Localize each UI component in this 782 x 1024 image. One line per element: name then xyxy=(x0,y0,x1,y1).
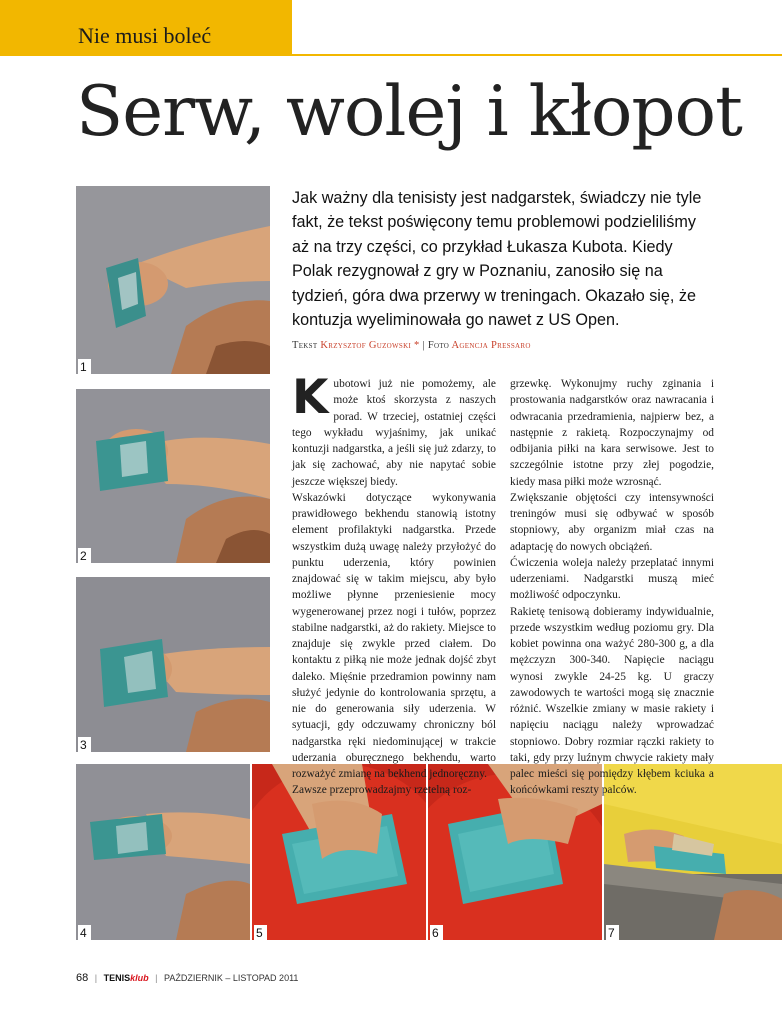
photo-number: 6 xyxy=(430,925,443,940)
body-paragraph: Ćwiczenia woleja należy przeplatać innymi uderzeniami. Nadgarstki muszą mieć możliwość odpoczynku. xyxy=(510,556,714,602)
photo-4 xyxy=(76,764,250,940)
issue-date: PAŹDZIERNIK – LISTOPAD 2011 xyxy=(164,973,299,983)
section-label: Nie musi boleć xyxy=(78,23,212,48)
photo-3 xyxy=(76,577,270,752)
footer-separator: | xyxy=(155,973,158,983)
photo-number: 2 xyxy=(78,548,91,563)
photo-1 xyxy=(76,186,270,374)
body-paragraph: grzewkę. Wykonujmy ruchy zginania i prostowania nadgarstków oraz nawracania i odwracania przedramienia, najpierw bez, a następnie z rakietą. Rozpoczynajmy od odbijania piłki na kara serwisowe. Jest to szczególnie istotne przy złej pogodzie, kiedy masa piłki może wzrosnąć. xyxy=(510,378,714,488)
body-paragraph: Wskazówki dotyczące wykonywania prawidłowego bekhendu stanowią istotny element profilaktyki nadgarstka. Przede wszystkim dużą uwagę należy przyłożyć do punktu uderzenia, który powinien znajdować się w takim miejscu, aby było możliwe płynne przeniesienie mocy wygenerowanej przez nogi i tułów, poprzez stabilne nadgarstki, aż do rakiety. Miejsce to znajduje się zwykle przed ciałem. Do kontaktu z piłką nie może jednak dojść zbyt daleko. Mięśnie przedramion powinny nam służyć jedynie do kontrolowania sprzętu, a nie do generowania siły uderzenia. W sytuacji, gdy odczuwamy chroniczny ból nadgarstka ręki niedominującej w trakcie uderzania oburęcznego bekhendu, warto rozważyć zmianę na bekhend jednoręczny. xyxy=(292,491,496,780)
body-paragraph: Zwiększanie objętości czy intensywności treningów musi się odbywać w sposób stopniowy, aby organizm miał czas na adaptację do nowych obciążeń. xyxy=(510,491,714,553)
text-label: Tekst xyxy=(292,340,318,351)
section-bar xyxy=(0,0,292,56)
byline-separator: | xyxy=(422,340,425,351)
byline xyxy=(292,340,531,351)
photo-number: 4 xyxy=(78,925,91,940)
section-rule xyxy=(292,54,782,56)
body-paragraph xyxy=(292,370,496,490)
footer-separator: | xyxy=(94,973,98,983)
logo-part: klub xyxy=(130,973,149,983)
photo-number: 3 xyxy=(78,737,91,752)
author-name: Krzysztof Guzowski * xyxy=(320,340,420,351)
page-number: 68 xyxy=(76,972,89,984)
photo-number: 5 xyxy=(254,925,267,940)
photo-label: Foto xyxy=(427,340,450,351)
photo-number: 1 xyxy=(78,359,91,374)
logo-part: TENIS xyxy=(103,973,131,983)
paragraph-text: ubotowi już nie pomożemy, ale może ktoś skorzysta z naszych porad. W trzeciej, ostatniej części tego wykładu wyjaśnimy, jak unikać kontuzji nadgarstka, a jeśli się już zdarzy, to jak się zachować, aby nie napytać sobie jeszcze większej biedy. xyxy=(292,378,496,488)
headline: Serw, wolej i kłopot xyxy=(76,72,742,152)
body-paragraph: Zawsze przeprowadzajmy rzetelną roz- xyxy=(292,784,472,797)
photo-agency: Agencja Pressaro xyxy=(451,340,531,351)
body-column-1 xyxy=(292,370,496,799)
drop-cap: K xyxy=(292,370,329,425)
photo-2 xyxy=(76,389,270,563)
magazine-logo xyxy=(104,973,149,983)
photo-number: 7 xyxy=(606,925,619,940)
body-column-2 xyxy=(510,376,714,799)
body-paragraph: Rakietę tenisową dobieramy indywidualnie, przede wszystkim według poziomu gry. Dla kobiet powinna ona ważyć 280-300 g, a dla mężczyzn 300-340. Napięcie naciągu wynosi zwykle 24-25 kg. U graczy zawodowych te wartości mogą się znacznie różnić. Wszelkie zmiany w masie rakiety i napięciu naciągu należy wprowadzać stopniowo. Dobry rozmiar rączki rakiety to taki, gdy przy luźnym chwycie rakiety mały palec mieści się pomiędzy kłębem kciuka a końcówkami reszty palców. xyxy=(510,605,714,797)
lead-paragraph: Jak ważny dla tenisisty jest nadgarstek, świadczy nie tyle fakt, że tekst poświęcony temu problemowi podzieliliśmy aż na trzy części, co przykład Łukasza Kubota. Kiedy Polak rezygnował z gry w Poznaniu, zanosiło się na tydzień, góra dwa przerwy w treningach. Okazało się, że kontuzja wyeliminowała go nawet z US Open. xyxy=(292,189,702,330)
page-footer xyxy=(76,972,298,984)
